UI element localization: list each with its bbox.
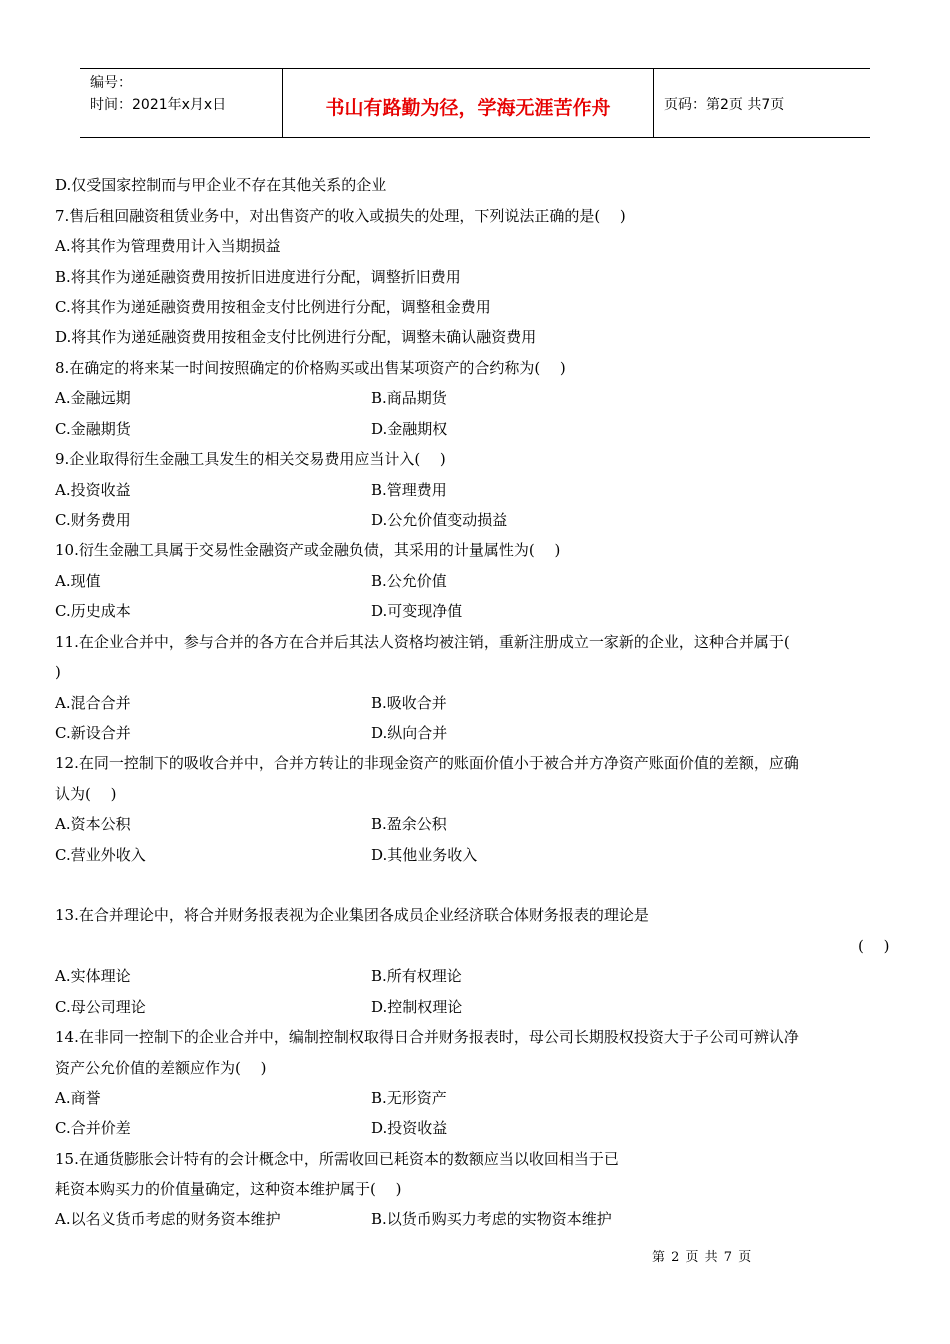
option-line: A.将其作为管理费用计入当期损益: [55, 237, 281, 255]
option-c: C.历史成本: [55, 602, 131, 620]
option-b: B.无形资产: [371, 1089, 447, 1107]
option-c: C.金融期货: [55, 420, 131, 438]
question-15: 15.在通货膨胀会计特有的会计概念中，所需收回已耗资本的数额应当以收回相当于已: [55, 1150, 619, 1168]
time-line: 时间：2021年x月x日: [90, 97, 227, 113]
option-d: D.投资收益: [371, 1119, 448, 1137]
option-b: B.以货币购买力考虑的实物资本维护: [371, 1210, 612, 1228]
option-b: B.公允价值: [371, 572, 447, 590]
question-13: 13.在合并理论中，将合并财务报表视为企业集团各成员企业经济联合体财务报表的理论是: [55, 906, 649, 924]
option-b: B.吸收合并: [371, 694, 447, 712]
option-d: D.其他业务收入: [371, 846, 478, 864]
option-b: B.商品期货: [371, 389, 447, 407]
option-a: A.现值: [55, 572, 101, 590]
option-a: A.以名义货币考虑的财务资本维护: [55, 1210, 281, 1228]
option-d: D.纵向合并: [371, 724, 448, 742]
question-14-continued: 资产公允价值的差额应作为( ): [55, 1059, 267, 1077]
option-c: C.新设合并: [55, 724, 131, 742]
question-12-continued: 认为( ): [55, 785, 117, 803]
question-8: 8.在确定的将来某一时间按照确定的价格购买或出售某项资产的合约称为( ): [55, 359, 566, 377]
option-line: D.将其作为递延融资费用按租金支付比例进行分配，调整未确认融资费用: [55, 328, 537, 346]
question-9: 9.企业取得衍生金融工具发生的相关交易费用应当计入( ): [55, 450, 446, 468]
option-a: A.商誉: [55, 1089, 101, 1107]
answer-paren: ( ): [858, 937, 890, 955]
option-line: B.将其作为递延融资费用按折旧进度进行分配，调整折旧费用: [55, 268, 461, 286]
page-info: 页码：第2页 共7页: [664, 97, 785, 113]
header-motto-cell: [282, 69, 654, 137]
option-c: C.财务费用: [55, 511, 131, 529]
option-a: A.金融远期: [55, 389, 131, 407]
question-12: 12.在同一控制下的吸收合并中，合并方转让的非现金资产的账面价值小于被合并方净资产账面价值的差额，应确: [55, 754, 799, 772]
option-d: D.可变现净值: [371, 602, 463, 620]
page-header: [80, 68, 870, 138]
option-a: A.资本公积: [55, 815, 131, 833]
option-a: A.混合合并: [55, 694, 131, 712]
option-line: C.将其作为递延融资费用按租金支付比例进行分配，调整租金费用: [55, 298, 491, 316]
option-b: B.管理费用: [371, 481, 447, 499]
header-meta: [80, 69, 282, 137]
question-11: 11.在企业合并中，参与合并的各方在合并后其法人资格均被注销，重新注册成立一家新的企业，这种合并属于(: [55, 633, 790, 651]
option-line: D.仅受国家控制而与甲企业不存在其他关系的企业: [55, 176, 387, 194]
option-a: A.投资收益: [55, 481, 131, 499]
code-label: 编号：: [90, 75, 132, 91]
question-10: 10.衍生金融工具属于交易性金融资产或金融负债，其采用的计量属性为( ): [55, 541, 561, 559]
option-d: D.控制权理论: [371, 998, 463, 1016]
page-footer: 第 2 页 共 7 页: [652, 1250, 753, 1265]
option-c: C.营业外收入: [55, 846, 146, 864]
motto: 书山有路勤为径，学海无涯苦作舟: [325, 96, 611, 119]
option-d: D.公允价值变动损益: [371, 511, 508, 529]
option-d: D.金融期权: [371, 420, 448, 438]
option-b: B.所有权理论: [371, 967, 462, 985]
option-b: B.盈余公积: [371, 815, 447, 833]
option-a: A.实体理论: [55, 967, 131, 985]
question-14: 14.在非同一控制下的企业合并中，编制控制权取得日合并财务报表时，母公司长期股权投资大于子公司可辨认净: [55, 1028, 799, 1046]
option-c: C.母公司理论: [55, 998, 146, 1016]
question-15-continued: 耗资本购买力的价值量确定，这种资本维护属于( ): [55, 1180, 402, 1198]
question-7: 7.售后租回融资租赁业务中，对出售资产的收入或损失的处理，下列说法正确的是( ): [55, 207, 626, 225]
question-11-continued: ): [55, 663, 61, 681]
option-c: C.合并价差: [55, 1119, 131, 1137]
